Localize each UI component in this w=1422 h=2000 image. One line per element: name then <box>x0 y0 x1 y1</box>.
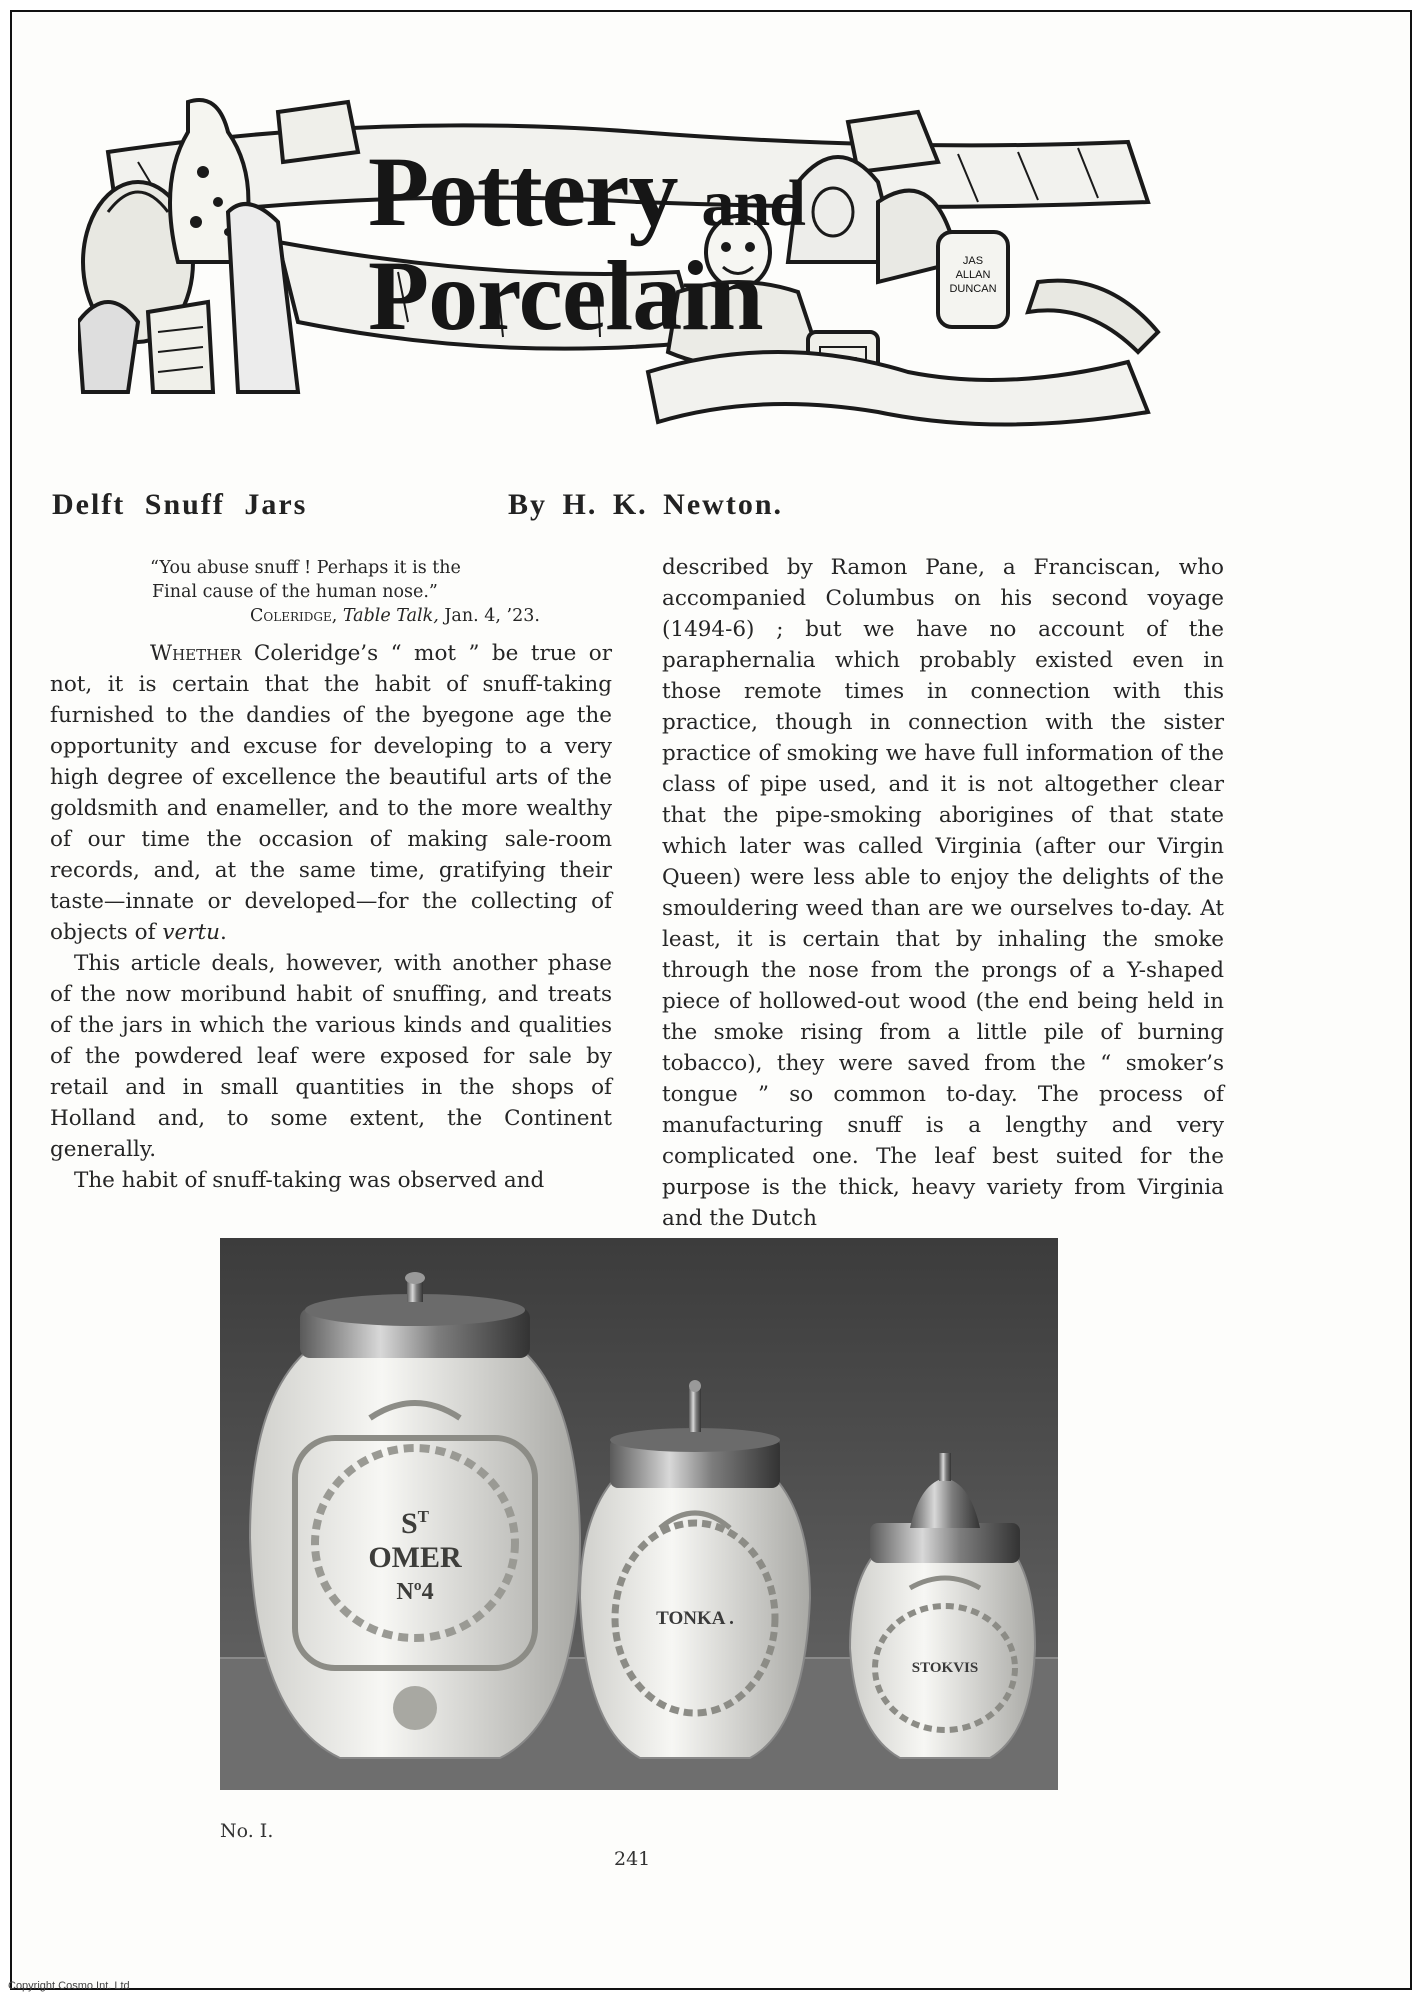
jar-1-label-number: Nº4 <box>396 1579 434 1605</box>
jar-1-label <box>345 1500 485 1609</box>
paragraph-1-opening-word: Whether <box>150 641 242 666</box>
copyright-notice: Copyright Cosmo Int. Ltd <box>8 1980 130 1992</box>
jar-label-line1: JAS <box>962 255 984 267</box>
article-byline: By H. K. Newton. <box>508 488 783 521</box>
epigraph-work: Table Talk, <box>342 606 439 626</box>
banner-title-word-pottery: Pottery <box>368 136 678 247</box>
paragraph-1 <box>50 638 612 948</box>
banner-title <box>368 136 968 351</box>
header-banner <box>78 92 1200 432</box>
article-headline <box>52 488 1232 528</box>
right-column <box>662 552 1224 1234</box>
epigraph-attribution <box>150 604 612 628</box>
paragraph-1-italic: vertu <box>162 920 221 945</box>
jar-label-line3: DUNCAN <box>949 283 997 295</box>
banner-title-word-and: and <box>701 167 805 240</box>
jar-label-line2: ALLAN <box>955 269 991 281</box>
figure-caption: No. I. <box>220 1820 274 1842</box>
paragraph-3: The habit of snuff-taking was observed and <box>74 1168 545 1193</box>
jar-3-label: STOKVIS <box>911 1660 979 1676</box>
paragraph-2: This article deals, however, with another phase of the now moribund habit of snuffing, and treats of the jars in which the various kinds and qualities of the powdered leaf were exposed for sale by retail and in small quantities in the shops of Holland and, to some extent, the Continent generally. <box>50 951 612 1162</box>
paragraph-1-body: Coleridge’s “ mot ” be true or not, it is certain that the habit of snuff-taking furnished to the dandies of the byegone age the opportunity and excuse for developing to a very high degree of excellence the beautiful arts of the goldsmith and enameller, and to the more wealthy of our time the occasion of making sale-room records, and, at the same time, gratifying their taste—innate or developed—for the collecting of objects of <box>50 641 612 945</box>
banner-title-word-porcelain: Porcelain <box>368 240 763 351</box>
epigraph-line-2: Final cause of the human nose.” <box>152 582 438 602</box>
article-title: Delft Snuff Jars <box>52 488 308 521</box>
paragraph-1-end: . <box>220 920 227 945</box>
jar-2-label: TONKA . <box>656 1608 734 1629</box>
jar-1-label-st: S <box>400 1507 418 1540</box>
page-number: 241 <box>614 1848 651 1870</box>
right-column-text: described by Ramon Pane, a Franciscan, who accompanied Columbus on his second voyage (1494-6) ; but we have no account of the paraphernalia which probably existed even in those remote times in connection with this practice, though in connection with the sister practice of smoking we have full information of the class of pipe used, and it is not altogether clear that the pipe-smoking aborigines of that state which later was called Virginia (after our Virgin Queen) were less able to enjoy the delights of the smouldering weed than are we ourselves to-day. At least, it is certain that by inhaling the smoke through the nose from the prongs of a Y-shaped piece of hollowed-out wood (the end being held in the smoke rising from a little pile of burning tobacco), they were saved from the “ smoker’s tongue ” so common to-day. The process of manufacturing snuff is a lengthy and very complicated one. The leaf best suited for the purpose is the thick, heavy variety from Virginia and the Dutch <box>662 555 1224 1231</box>
epigraph-line-1: “You abuse snuff ! Perhaps it is the <box>150 558 461 578</box>
epigraph-date: Jan. 4, ’23. <box>444 606 540 626</box>
left-column <box>50 556 612 1196</box>
epigraph <box>50 556 612 628</box>
jar-1-label-omer: OMER <box>368 1541 462 1574</box>
jar-1-label-st-superscript: T <box>417 1507 430 1526</box>
snuff-jars-photograph <box>220 1238 1058 1790</box>
epigraph-author: Coleridge, <box>250 606 338 626</box>
